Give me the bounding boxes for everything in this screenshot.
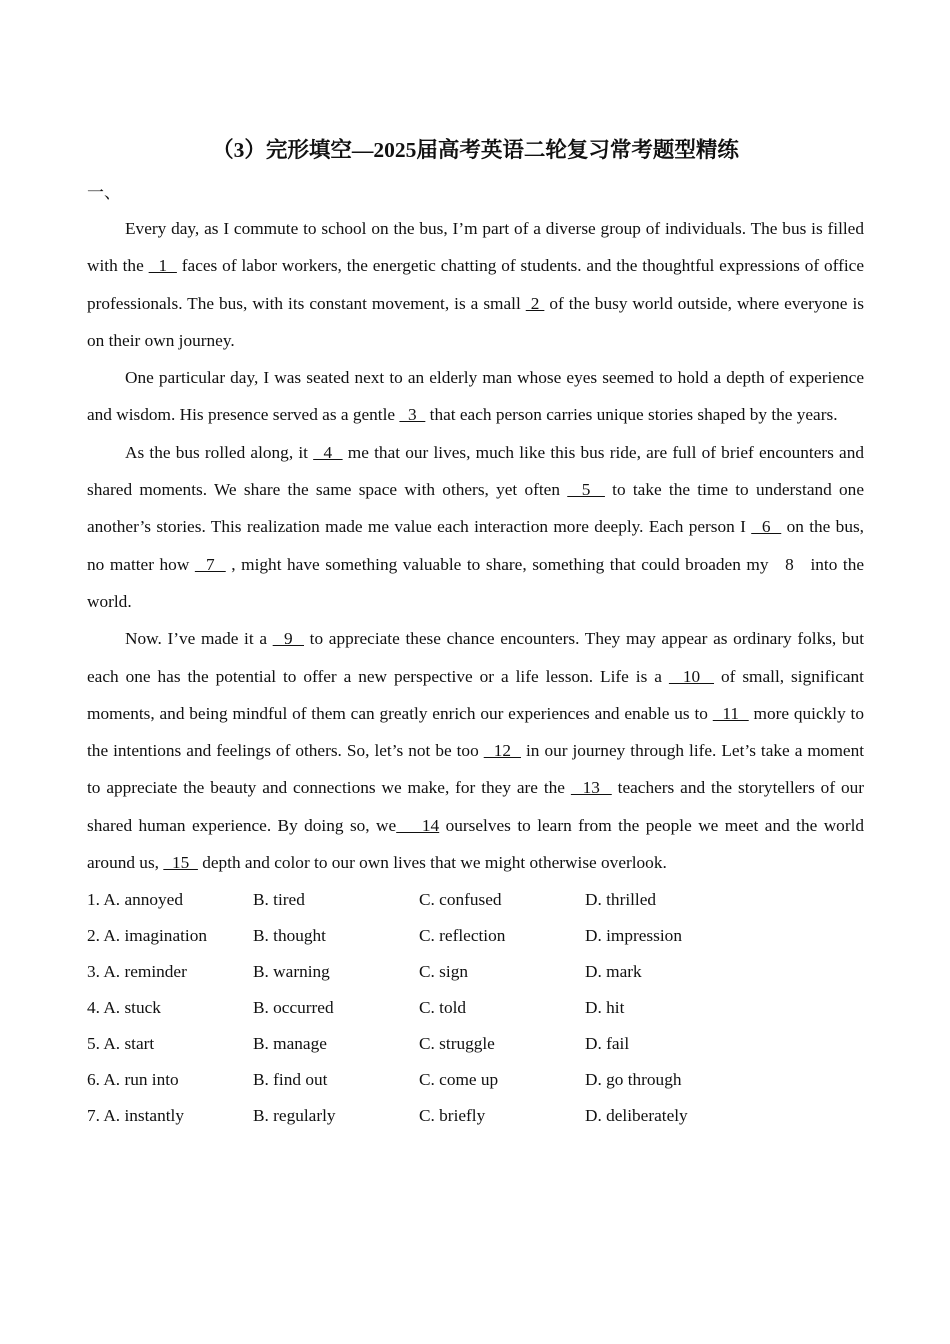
option-choice: D. fail: [585, 1034, 630, 1054]
option-row: [87, 990, 864, 1026]
option-choice: 2. A. imagination: [87, 926, 207, 946]
answer-blank: 3: [399, 405, 426, 425]
document-title: （3）完形填空—2025届高考英语二轮复习常考题型精练: [212, 138, 739, 162]
option-choice: C. told: [419, 998, 467, 1018]
option-choice: C. sign: [419, 962, 468, 982]
option-choice: B. thought: [253, 926, 326, 946]
answer-options: [87, 882, 864, 1134]
answer-blank: 7: [194, 554, 226, 574]
option-choice: C. come up: [419, 1070, 499, 1090]
option-choice: 4. A. stuck: [87, 998, 161, 1018]
passage-text: to take the time to understand one another’s stories. This realization made me value each interaction more deeply. Each person I: [87, 480, 864, 537]
passage-paragraph: [87, 359, 864, 434]
passage-text: that each person carries unique stories shaped by the years.: [425, 405, 838, 425]
passage-text: Every day, as I commute to school on the bus, I’m part of a diverse group of individuals. The bus is filled with the: [87, 219, 864, 276]
option-row: [87, 954, 864, 990]
answer-blank: 15: [163, 853, 198, 873]
passage-text: ourselves to learn from the people we meet and the world around us,: [87, 815, 865, 873]
passage-text: Now. I’ve made it a: [125, 629, 273, 649]
option-row: [87, 918, 864, 954]
answer-blank: 10: [668, 666, 715, 686]
option-choice: 3. A. reminder: [87, 962, 187, 982]
option-row: [87, 1098, 864, 1134]
option-choice: D. go through: [585, 1070, 682, 1090]
answer-blank: 13: [570, 778, 612, 798]
answer-blank: 8: [774, 554, 805, 574]
option-choice: B. manage: [253, 1034, 327, 1054]
option-choice: D. deliberately: [585, 1106, 688, 1126]
option-row: [87, 882, 864, 918]
passage-paragraph: [87, 620, 864, 881]
passage-text: As the bus rolled along, it: [125, 442, 314, 462]
answer-blank: 6: [751, 517, 782, 537]
option-choice: C. briefly: [419, 1106, 486, 1126]
option-choice: 7. A. instantly: [87, 1106, 184, 1126]
option-choice: D. impression: [585, 926, 682, 946]
answer-blank: 1: [148, 256, 177, 276]
passage-paragraph: [87, 434, 864, 620]
passage-text: , might have something valuable to share, something that could broaden my: [225, 554, 775, 574]
passage-text: teachers and the storytellers of our shared human experience. By doing so, we: [87, 778, 865, 835]
option-choice: B. tired: [253, 890, 305, 910]
answer-blank: 12: [483, 741, 521, 761]
document-page: [87, 130, 864, 1134]
passage-text: me that our lives, much like this bus ride, are full of brief encounters and shared moments. We share the same space with others, yet often: [87, 442, 865, 500]
passage-text: One particular day, I was seated next to an elderly man whose eyes seemed to hold a depth of experience and wisdom. His presence served as a gentle: [87, 368, 864, 425]
passage-paragraph: [87, 210, 864, 359]
passage-text: of small, significant moments, and being mindful of them can greatly enrich our experiences and enable us to: [87, 666, 864, 723]
option-choice: B. occurred: [253, 998, 334, 1018]
option-row: [87, 1062, 864, 1098]
answer-blank: 9: [272, 629, 304, 649]
option-choice: B. warning: [253, 962, 330, 982]
answer-blank: 4: [313, 442, 343, 462]
option-choice: B. find out: [253, 1070, 328, 1090]
cloze-passage: [87, 210, 864, 881]
option-row: [87, 1026, 864, 1062]
passage-text: faces of labor workers, the energetic chatting of students. and the thoughtful expressions of office professionals. The bus, with its constant movement, is a small: [87, 256, 864, 313]
passage-text: depth and color to our own lives that we might otherwise overlook.: [197, 853, 667, 873]
section-label: 一、: [87, 183, 121, 202]
passage-text: on the bus, no matter how: [87, 517, 865, 574]
option-choice: D. thrilled: [585, 890, 657, 910]
answer-blank: 11: [712, 703, 749, 723]
option-choice: 6. A. run into: [87, 1070, 179, 1090]
passage-text: of the busy world outside, where everyone is on their own journey.: [87, 293, 864, 350]
answer-blank: 2: [525, 293, 545, 313]
option-choice: C. struggle: [419, 1034, 495, 1054]
passage-text: to appreciate these chance encounters. They may appear as ordinary folks, but each one has the potential to offer a new perspective or a life lesson. Life is a: [87, 629, 865, 686]
option-choice: 1. A. annoyed: [87, 890, 183, 910]
passage-text: in our journey through life. Let’s take a moment to appreciate the beauty and connections we make, for they are the: [87, 741, 865, 798]
option-choice: D. hit: [585, 998, 625, 1018]
passage-text: more quickly to the intentions and feelings of others. So, let’s not be too: [87, 703, 864, 761]
option-choice: D. mark: [585, 962, 642, 982]
option-choice: C. confused: [419, 890, 502, 910]
option-choice: C. reflection: [419, 926, 506, 946]
option-choice: 5. A. start: [87, 1034, 155, 1054]
passage-text: into the world.: [87, 554, 865, 611]
answer-blank: 5: [567, 480, 605, 500]
option-choice: B. regularly: [253, 1106, 336, 1126]
answer-blank: 14: [396, 815, 440, 835]
